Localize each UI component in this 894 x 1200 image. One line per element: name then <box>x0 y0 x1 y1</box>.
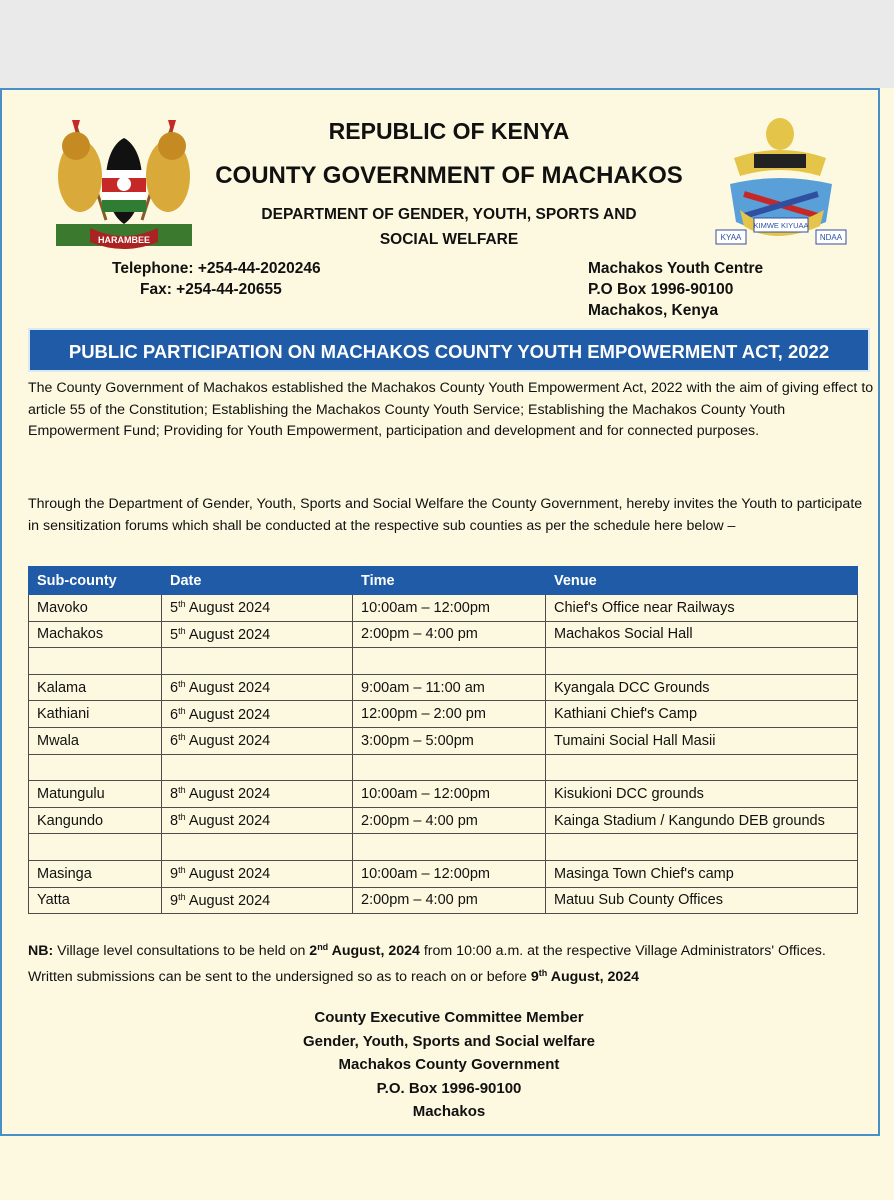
table-row <box>29 834 858 861</box>
subcounty-cell: Mwala <box>29 727 162 754</box>
nb-note <box>28 936 874 988</box>
time-cell: 3:00pm – 5:00pm <box>353 727 546 754</box>
table-row <box>29 781 858 808</box>
venue-cell: Chief's Office near Railways <box>546 595 858 622</box>
time-cell: 10:00am – 12:00pm <box>353 781 546 808</box>
date-cell: 6th August 2024 <box>162 674 353 701</box>
subcounty-cell <box>29 834 162 861</box>
time-cell <box>353 834 546 861</box>
date-cell <box>162 648 353 675</box>
time-cell: 10:00am – 12:00pm <box>353 860 546 887</box>
date-cell: 8th August 2024 <box>162 807 353 834</box>
date-cell <box>162 834 353 861</box>
fax-text: Fax: +254-44-20655 <box>140 281 282 298</box>
signature-block <box>2 1006 894 1124</box>
subcounty-cell: Kathiani <box>29 701 162 728</box>
time-cell <box>353 754 546 781</box>
table-row <box>29 754 858 781</box>
venue-cell: Machakos Social Hall <box>546 621 858 648</box>
date-cell: 9th August 2024 <box>162 860 353 887</box>
table-row <box>29 807 858 834</box>
venue-cell: Kathiani Chief's Camp <box>546 701 858 728</box>
nb-text-2: from 10:00 a.m. at the respective Village Administrators' Offices. Written submissions can be sent to the undersigned so as to reach on or before <box>28 943 826 985</box>
time-cell <box>353 648 546 675</box>
signature-line: Gender, Youth, Sports and Social welfare <box>302 1032 596 1050</box>
date-cell: 5th August 2024 <box>162 621 353 648</box>
emblem-center-text: KIMWE KIYUAA <box>753 221 809 230</box>
venue-cell: Matuu Sub County Offices <box>546 887 858 914</box>
venue-cell <box>546 754 858 781</box>
signature-line: Machakos <box>412 1103 486 1120</box>
venue-cell: Masinga Town Chief's camp <box>546 860 858 887</box>
contact-phone-fax <box>112 258 321 300</box>
venue-cell: Kisukioni DCC grounds <box>546 781 858 808</box>
table-row <box>29 860 858 887</box>
pobox-text: P.O Box 1996-90100 <box>588 281 734 298</box>
date-cell: 8th August 2024 <box>162 781 353 808</box>
table-row <box>29 887 858 914</box>
venue-cell <box>546 648 858 675</box>
nb-label: NB: <box>28 943 54 959</box>
header-subcounty: Sub-county <box>29 567 162 595</box>
date-cell: 6th August 2024 <box>162 701 353 728</box>
invite-paragraph: Through the Department of Gender, Youth, Sports and Social Welfare the County Government, hereby invites the Youth to participate in sensitization forums which shall be conducted at the respective sub counties as per the schedule here below – <box>28 496 863 534</box>
signature-line: P.O. Box 1996-90100 <box>376 1079 522 1097</box>
date-cell <box>162 754 353 781</box>
subcounty-cell: Machakos <box>29 621 162 648</box>
venue-cell: Kainga Stadium / Kangundo DEB grounds <box>546 807 858 834</box>
table-row <box>29 674 858 701</box>
subcounty-cell: Kangundo <box>29 807 162 834</box>
table-row <box>29 595 858 622</box>
venue-cell: Kyangala DCC Grounds <box>546 674 858 701</box>
intro-paragraph: The County Government of Machakos established the Machakos County Youth Empowerment Act, 2022 with the aim of giving effect to article 55 of the Constitution; Establishing the Machakos County Youth Service; Establishing the Machakos County Youth Empowerment Fund; Providing for Youth Empowerment, participation and development and for connected purposes. <box>28 380 874 439</box>
town-text: Machakos, Kenya <box>588 302 719 319</box>
subcounty-cell <box>29 754 162 781</box>
time-cell: 12:00pm – 2:00 pm <box>353 701 546 728</box>
table-row <box>29 701 858 728</box>
subcounty-cell: Masinga <box>29 860 162 887</box>
nb-date-2: 9th August, 2024 <box>530 968 640 985</box>
header-date: Date <box>162 567 353 595</box>
top-margin <box>0 0 894 88</box>
contact-address <box>588 258 763 321</box>
time-cell: 10:00am – 12:00pm <box>353 595 546 622</box>
header-venue: Venue <box>546 567 858 595</box>
office-text: Machakos Youth Centre <box>588 260 764 277</box>
schedule-table <box>28 566 858 914</box>
notice-title-banner: PUBLIC PARTICIPATION ON MACHAKOS COUNTY YOUTH EMPOWERMENT ACT, 2022 <box>28 328 870 372</box>
venue-cell: Tumaini Social Hall Masii <box>546 727 858 754</box>
harambee-text: HARAMBEE <box>97 235 151 245</box>
emblem-left-text: KYAA <box>720 233 742 242</box>
time-cell: 9:00am – 11:00 am <box>353 674 546 701</box>
header-time: Time <box>353 567 546 595</box>
nb-date-1: 2nd August, 2024 <box>309 942 420 959</box>
department-heading <box>2 202 894 252</box>
time-cell: 2:00pm – 4:00 pm <box>353 807 546 834</box>
table-row <box>29 621 858 648</box>
signature-line: County Executive Committee Member <box>314 1009 584 1026</box>
department-line-2: SOCIAL WELFARE <box>379 231 519 248</box>
republic-heading: REPUBLIC OF KENYA <box>328 118 570 144</box>
subcounty-cell: Kalama <box>29 674 162 701</box>
date-cell: 6th August 2024 <box>162 727 353 754</box>
date-cell: 9th August 2024 <box>162 887 353 914</box>
nb-text-1: Village level consultations to be held on <box>53 943 310 959</box>
table-row <box>29 648 858 675</box>
emblem-right-text: NDAA <box>819 233 843 242</box>
time-cell: 2:00pm – 4:00 pm <box>353 887 546 914</box>
subcounty-cell: Matungulu <box>29 781 162 808</box>
subcounty-cell: Yatta <box>29 887 162 914</box>
table-row <box>29 727 858 754</box>
subcounty-cell <box>29 648 162 675</box>
county-heading: COUNTY GOVERNMENT OF MACHAKOS <box>215 162 683 189</box>
telephone-text: Telephone: +254-44-2020246 <box>112 260 321 277</box>
bottom-margin <box>0 1136 894 1200</box>
signature-line: Machakos County Government <box>338 1056 560 1073</box>
time-cell: 2:00pm – 4:00 pm <box>353 621 546 648</box>
subcounty-cell: Mavoko <box>29 595 162 622</box>
venue-cell <box>546 834 858 861</box>
department-line-1: DEPARTMENT OF GENDER, YOUTH, SPORTS AND <box>261 206 637 223</box>
public-notice <box>0 88 880 1136</box>
table-header-row <box>29 567 858 595</box>
date-cell: 5th August 2024 <box>162 595 353 622</box>
